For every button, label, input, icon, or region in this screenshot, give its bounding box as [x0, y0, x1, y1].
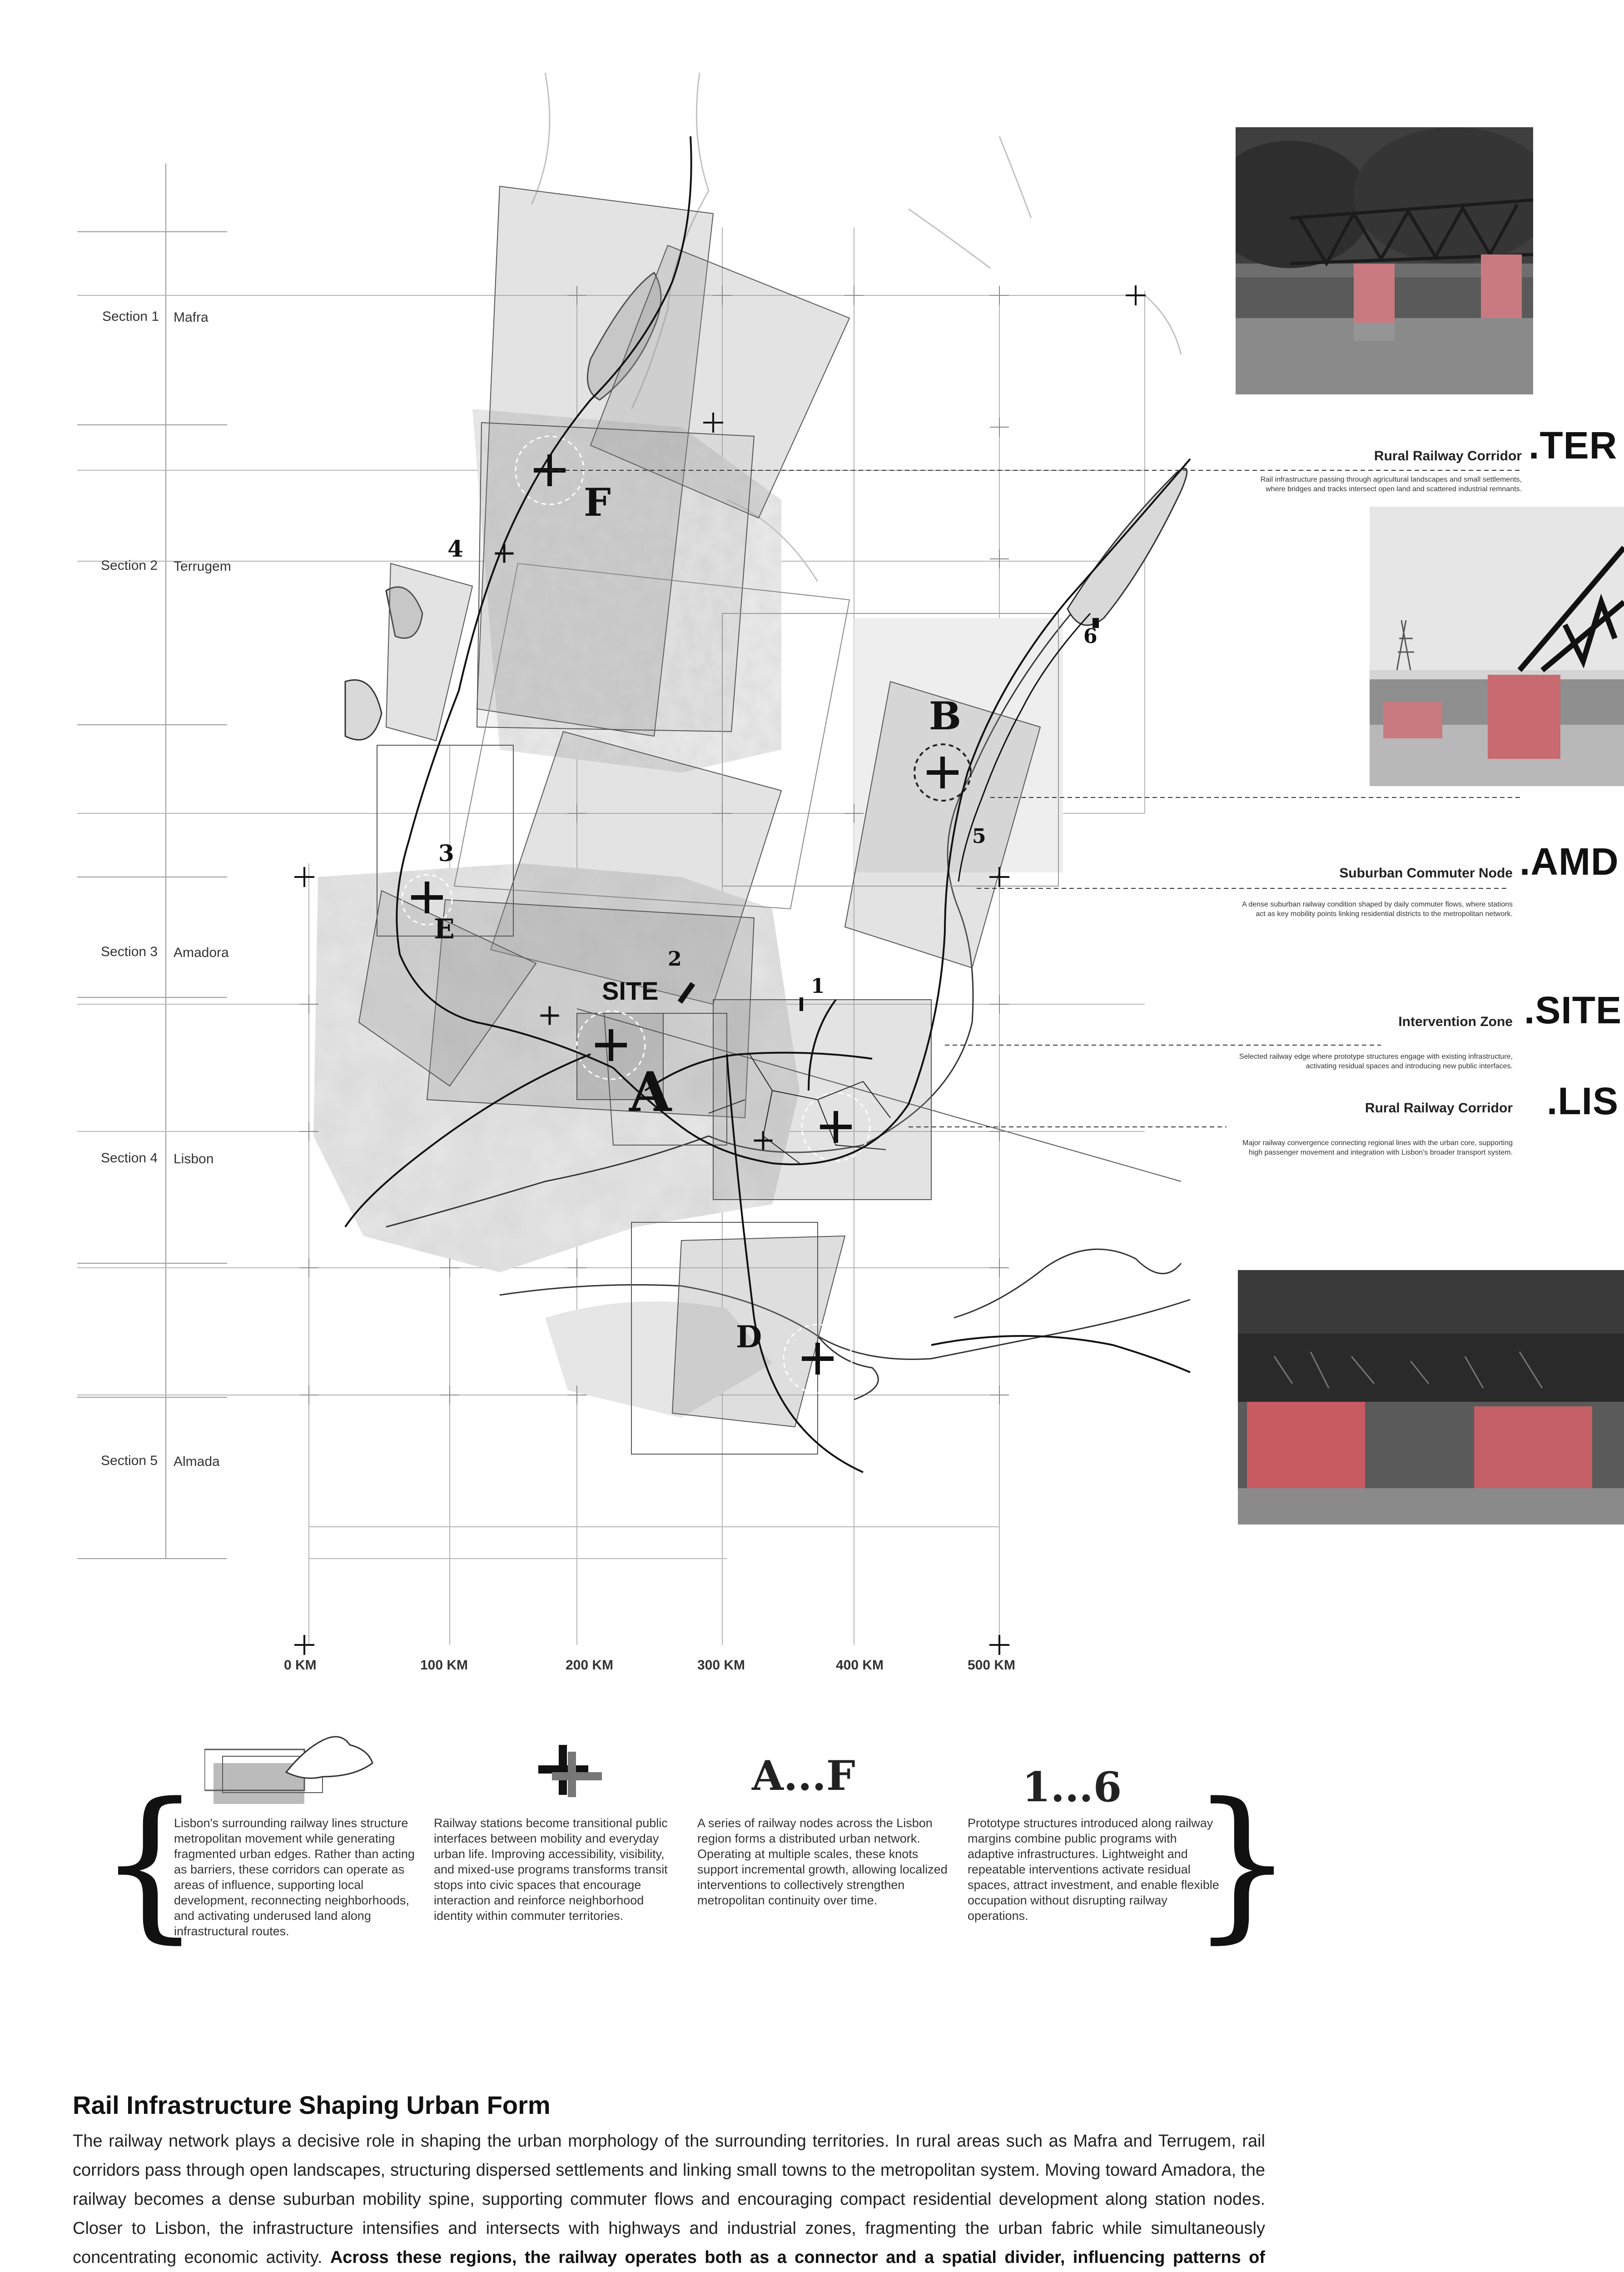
legend-node-range: A...F [752, 1752, 855, 1800]
essay-body-text: The railway network plays a decisive role in shaping the urban morphology of the surrounding territories. In rural areas such as Mafra and Terrugem, rail corridors pass through open landscapes, structuring dispersed settlements and linking small towns to the metropolitan system. Moving toward Amadora, the railway becomes a dense suburban mobility spine, supporting commuter flows and encouraging compact residential development along station nodes. Closer to Lisbon, the infrastructure intensifies and intersects with highways and industrial zones, fragmenting the urban fabric while simultaneously concentrating economic activity. [73, 2132, 1265, 2267]
zone-site-title: Intervention Zone [1398, 1014, 1513, 1029]
zone-site-code: .SITE [1524, 989, 1622, 1031]
zone-lis-desc: Major railway convergence connecting regional lines with the urban core, supporting high passenger movement and integration with Lisbon's broader transport system. [1242, 1139, 1513, 1156]
photo-truss-bridge [1370, 507, 1624, 786]
prototype-number-5: 5 [972, 825, 986, 848]
km-tick-400: 400 KM [836, 1658, 884, 1673]
zone-ter-desc: Rail infrastructure passing through agricultural landscapes and small settlements, where bridges and tracks intersect open land and scattered industrial remnants. [1260, 476, 1522, 493]
section-1-num: Section 1 [102, 309, 159, 324]
legend-text-prototypes: Prototype structures introduced along railway margins combine public programs with adaptive infrastructures. Lightweight and repeatable interventions activate residual spaces, attract investment, and enable flexible occupation without disrupting railway operations. [968, 1816, 1219, 1923]
legend-text-stations: Railway stations become transitional public interfaces between mobility and everyday urban life. Improving accessibility, visibility, and mixed-use programs transforms transit stops into civic spaces that encourage interaction and reinforce neighborhood identity within commuter territories. [434, 1816, 668, 1923]
section-5-num: Section 5 [101, 1453, 158, 1468]
prototype-number-4: 4 [447, 535, 463, 562]
section-5-name: Almada [174, 1454, 220, 1469]
section-3-num: Section 3 [101, 944, 158, 959]
essay-body [73, 2127, 1265, 2272]
section-2-name: Terrugem [174, 559, 231, 574]
prototype-number-6: 6 [1083, 625, 1098, 648]
node-letter-b: B [929, 693, 961, 738]
photo-rural-bridge [1236, 127, 1533, 394]
section-4-num: Section 4 [101, 1151, 158, 1166]
zone-ter-title: Rural Railway Corridor [1374, 448, 1522, 463]
zone-amd-title: Suburban Commuter Node [1339, 866, 1513, 881]
legend-text-nodes: A series of railway nodes across the Lisbon region forms a distributed urban network. Operating at multiple scales, these knots support incremental growth, allowing localized interventions to collectively strengthen metropolitan continuity over time. [697, 1816, 948, 1907]
section-3-name: Amadora [174, 945, 229, 960]
zone-lis-title: Rural Railway Corridor [1365, 1101, 1513, 1116]
km-tick-300: 300 KM [697, 1658, 745, 1673]
essay-title: Rail Infrastructure Shaping Urban Form [73, 2091, 551, 2119]
km-tick-500: 500 KM [968, 1658, 1016, 1673]
station-cross-icon [536, 1740, 604, 1799]
legend-close-brace: } [1190, 1768, 1295, 1958]
site-label: SITE [602, 977, 659, 1005]
zone-amd-desc: A dense suburban railway condition shaped by daily commuter flows, where stations act as key mobility points linking residential districts to the metropolitan network. [1242, 901, 1513, 918]
zone-amd-code: .AMD [1520, 840, 1619, 883]
overlay-zone-icon [204, 1731, 377, 1809]
section-dividers [77, 164, 227, 1559]
prototype-number-3: 3 [438, 840, 454, 867]
zone-site-desc: Selected railway edge where prototype structures engage with existing infrastructure, activating residual spaces and introducing new public interfaces. [1239, 1053, 1513, 1070]
km-tick-100: 100 KM [420, 1658, 468, 1673]
section-4-name: Lisbon [174, 1151, 214, 1166]
zone-lis-code: .LIS [1547, 1080, 1619, 1122]
node-letter-e: E [434, 913, 455, 945]
legend-text-corridors: Lisbon's surrounding railway lines structure metropolitan movement while generating fragmented urban edges. Rather than acting as barriers, these corridors can operate as areas of influence, supporting local development, reconnecting neighborhoods, and activating underused land along infrastructural routes. [174, 1816, 415, 1938]
section-2-num: Section 2 [101, 558, 158, 573]
essay-body-bold: Across these regions, the railway operates both as a connector and a spatial divider, influencing patterns of [330, 2248, 1266, 2267]
node-letter-f: F [584, 480, 611, 525]
node-letter-a: A [629, 1060, 672, 1124]
legend-open-brace: { [98, 1768, 202, 1958]
prototype-number-2: 2 [668, 947, 682, 971]
km-tick-0: 0 KM [284, 1658, 317, 1673]
legend-prototype-range: 1...6 [1022, 1763, 1122, 1811]
prototype-number-1: 1 [811, 975, 825, 998]
section-1-name: Mafra [174, 310, 209, 325]
photo-graffiti-bridge [1238, 1270, 1624, 1525]
zone-ter-code: .TER [1529, 424, 1618, 467]
node-letter-d: D [736, 1319, 762, 1355]
km-tick-200: 200 KM [566, 1658, 614, 1673]
